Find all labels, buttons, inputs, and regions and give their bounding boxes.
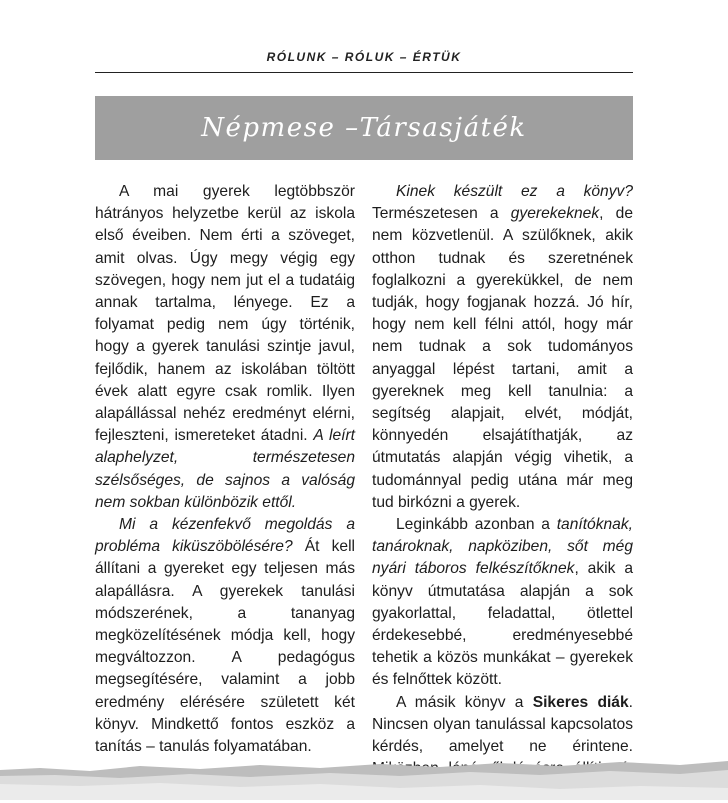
article-title: Népmese –Társasjáték xyxy=(201,113,527,143)
paragraph xyxy=(95,181,355,514)
paragraph-text: Leginkább azonban a xyxy=(396,516,550,534)
paragraph-italic: Mi a kézenfekvő megoldás a probléma kiküszöbölésére? xyxy=(95,516,355,556)
paragraph-text: Át kell állítani a gyereket egy teljesen más alapállásra. A gyerekek tanulási módszerének, a tananyag megközelítésének módja kell, hogy megváltozzon. A pedagógus megsegítésére, valamint a jobb eredmény elérésére született két könyv. Mindkettő fontos eszköz a tanítás – tanulás folyamatában. xyxy=(95,538,356,756)
paragraph-text: Természetesen a xyxy=(372,205,499,223)
paragraph xyxy=(372,181,633,514)
left-column xyxy=(95,181,355,758)
right-column xyxy=(372,181,633,803)
paragraph-italic: A leírt alaphelyzet, természetesen szélsőséges, de sajnos a valóság nem sokban különbözik ettől. xyxy=(95,427,355,511)
torn-page-edge xyxy=(0,756,728,800)
paragraph-italic: gyerekeknek xyxy=(510,205,600,223)
running-header: RÓLUNK – RÓLUK – ÉRTÜK xyxy=(266,50,462,64)
book-title-bold: Sikeres diák xyxy=(532,693,629,711)
article-title-banner xyxy=(95,96,633,160)
paragraph-italic: tanítóknak, tanároknak, napköziben, sőt még nyári táboros felkészítőknek xyxy=(372,516,633,578)
paragraph-text: A másik könyv a xyxy=(396,693,524,711)
paragraph-text: . Nincsen olyan tanulással kapcsolatos kérdés, amelyet ne érintene. xyxy=(372,693,633,756)
header-rule xyxy=(95,72,633,73)
paragraph xyxy=(372,514,633,692)
paragraph-text: , akik a könyv útmutatása alapján a sok gyakorlattal, feladattal, ötlettel érdekesebbé, eredményesebbé tehetik a közös munkákat – gyerekek és felnőttek között. xyxy=(372,560,633,689)
paragraph-italic: Kinek készült ez a könyv? xyxy=(396,183,633,200)
paragraph-text: , de nem közvetlenül. A szülőknek, akik otthon tudnak és szeretnének foglalkozni a gyerekükkel, de nem tudják, hogy fogjanak hozzá. Jó hír, hogy nem kell félni attól, hogy már nem tudnak a sok tudományos anyaggal lépést tartani, amit a gyereknek meg kell tanulnia: a segítség alapjait, elvét, módját, könnyedén elsajátíthatják, az útmutatás alapján végig vihetik, a tudománnyal pedig utána már meg tud birkózni a gyerek. xyxy=(372,205,633,511)
paragraph xyxy=(95,514,355,758)
paragraph-text: A mai gyerek legtöbbször hátrányos helyzetbe kerül az iskola első éveiben. Nem érti a szöveget, amit olvas. Úgy megy végig egy szövegen, hogy nem jut el a tudatáig annak tartalma, lényege. Ez a folyamat pedig nem úgy történik, hogy a gyerek tanulási szintje javul, fejlődik, hanem az iskolában töltött évek alatt egyre csak romlik. Ilyen alapállással nehéz eredményt elérni, fejleszteni, ismereteket átadni. xyxy=(95,183,355,445)
